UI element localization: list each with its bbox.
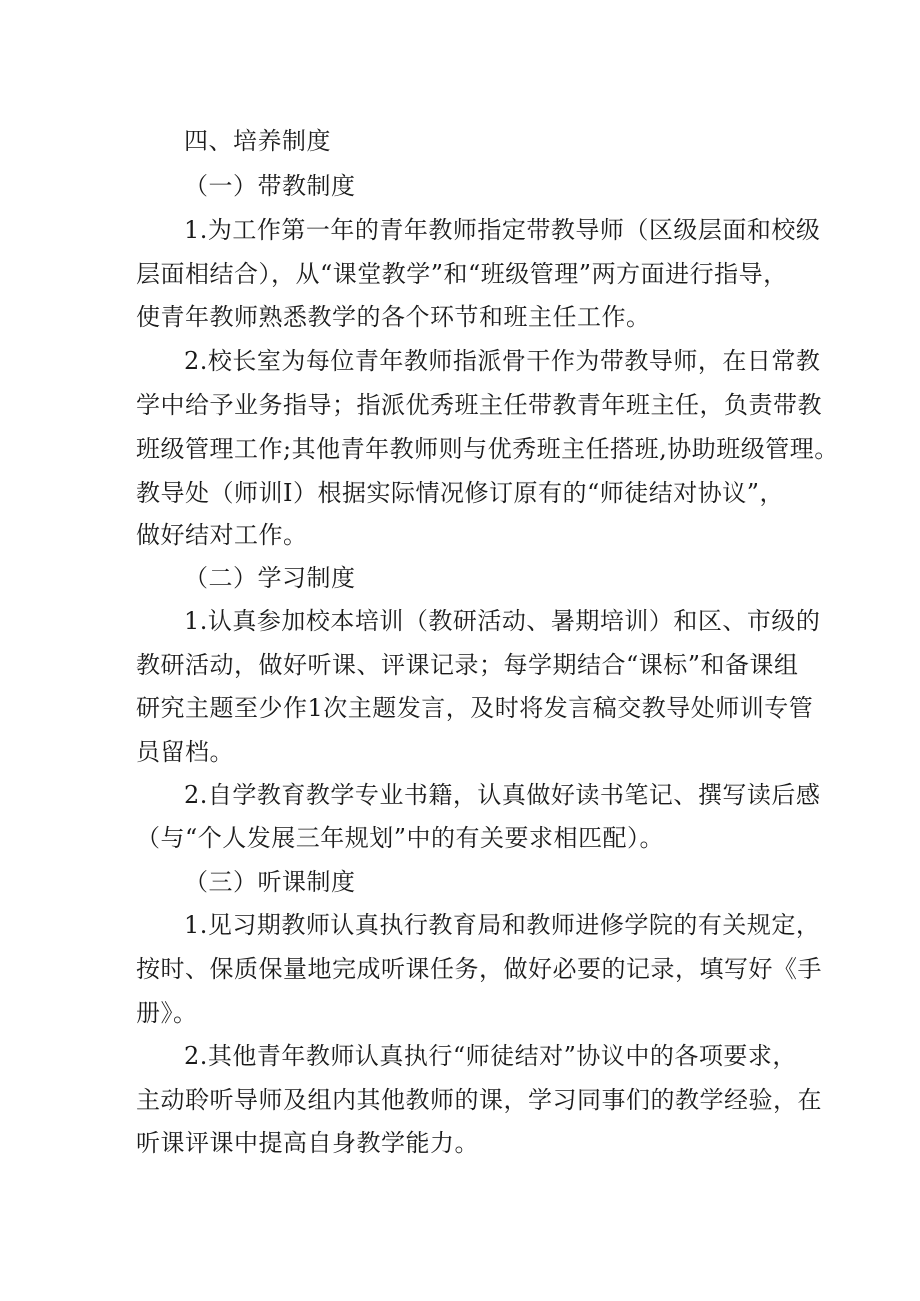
paragraph-line: 听课评课中提高自身教学能力。 [136,1129,479,1157]
paragraph-line: 2.其他青年教师认真执行“师徒结对”协议中的各项要求， [184,1042,797,1070]
paragraph-line: 教研活动，做好听课、评课记录；每学期结合“课标”和备课组 [136,651,799,679]
subsection-heading-observation: （三）听课制度 [184,868,356,896]
paragraph-line: 1.见习期教师认真执行教育局和教师进修学院的有关规定， [184,911,821,939]
paragraph-line: 学中给予业务指导；指派优秀班主任带教青年班主任，负责带教 [136,391,822,419]
paragraph-line: 2.自学教育教学专业书籍，认真做好读书笔记、撰写读后感 [184,781,821,809]
paragraph-line: 1.认真参加校本培训（教研活动、暑期培训）和区、市级的 [184,607,821,635]
paragraph-line: 教导处（师训I）根据实际情况修订原有的“师徒结对协议”， [136,479,785,507]
paragraph-line: 做好结对工作。 [136,521,308,549]
paragraph-line: 使青年教师熟悉教学的各个环节和班主任工作。 [136,303,651,331]
paragraph-line: 员留档。 [136,738,234,766]
paragraph-line: 2.校长室为每位青年教师指派骨干作为带教导师，在日常教 [184,347,821,375]
paragraph-line: 主动聆听导师及组内其他教师的课，学习同事们的教学经验，在 [136,1086,822,1114]
subsection-heading-mentoring: （一）带教制度 [184,172,356,200]
paragraph-line: 研究主题至少作1次主题发言，及时将发言稿交教导处师训专管 [136,694,814,722]
paragraph-line: 按时、保质保量地完成听课任务，做好必要的记录，填写好《手 [136,955,822,983]
section-heading: 四、培养制度 [184,127,331,155]
paragraph-line: 册》。 [136,999,198,1027]
paragraph-line: 1.为工作第一年的青年教师指定带教导师（区级层面和校级 [184,216,821,244]
paragraph-line: （与“个人发展三年规划”中的有关要求相匹配）。 [136,824,665,852]
paragraph-line: 层面相结合），从“课堂教学”和“班级管理”两方面进行指导， [136,260,788,288]
paragraph-line: 班级管理工作;其他青年教师则与优秀班主任搭班,协助班级管理。 [136,435,839,463]
subsection-heading-study: （二）学习制度 [184,564,356,592]
